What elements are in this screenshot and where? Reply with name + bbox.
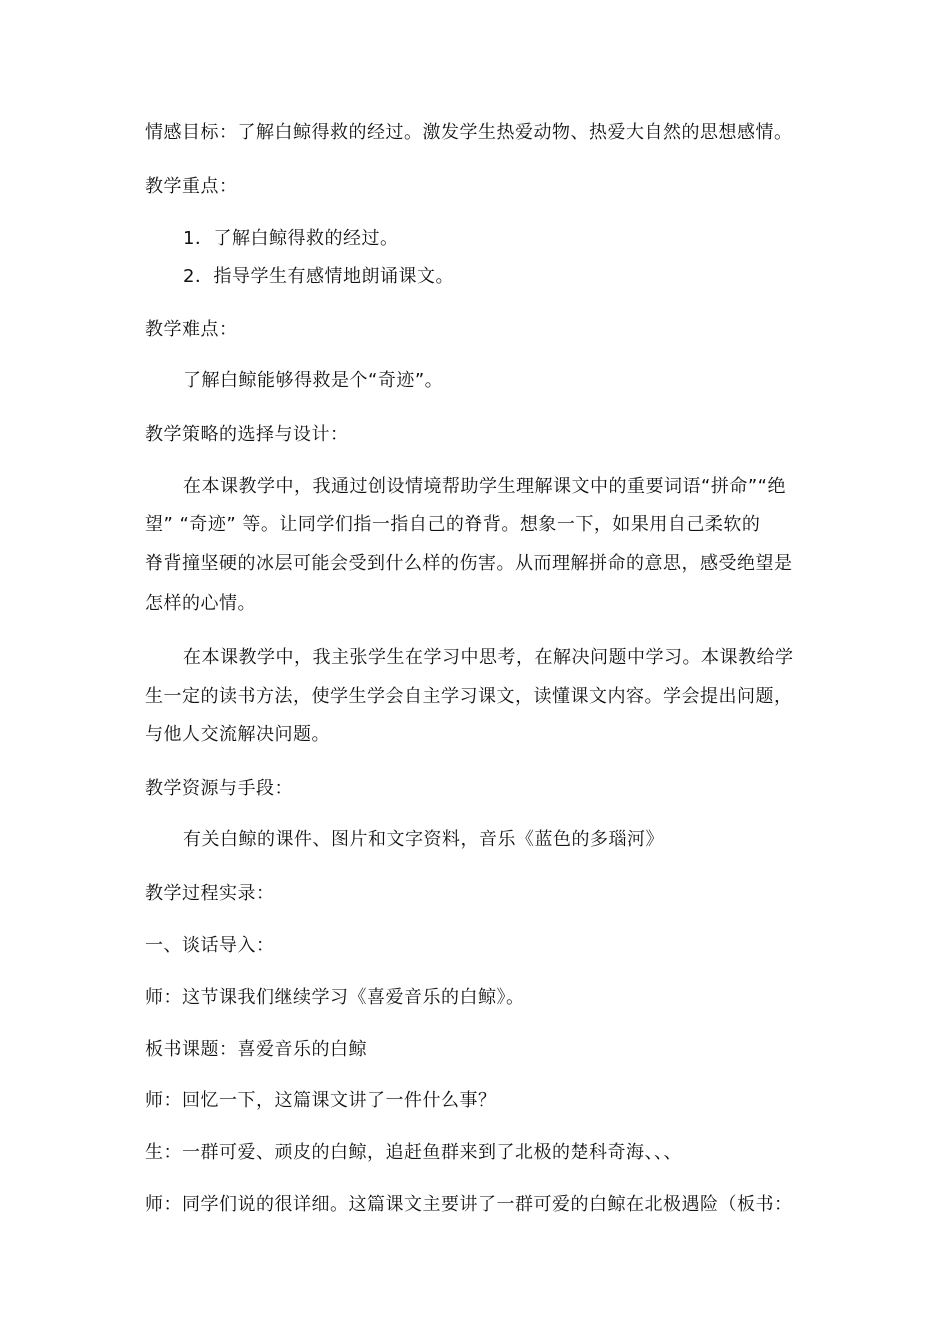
strategy-paragraph-line: 脊背撞坚硬的冰层可能会受到什么样的伤害。从而理解拼命的意思，感受绝望是	[145, 553, 793, 574]
key-point-item: 1．了解白鲸得救的经过。	[183, 228, 399, 249]
dialogue-line: 板书课题：喜爱音乐的白鲸	[145, 1039, 367, 1060]
dialogue-line: 师：这节课我们继续学习《喜爱音乐的白鲸》。	[145, 987, 525, 1008]
difficulty-text: 了解白鲸能够得救是个“奇迹”。	[183, 370, 444, 391]
dialogue-line: 生：一群可爱、顽皮的白鲸，追赶鱼群来到了北极的楚科奇海、、、	[145, 1142, 682, 1163]
process-heading: 教学过程实录：	[145, 883, 275, 904]
resources-text: 有关白鲸的课件、图片和文字资料，音乐《蓝色的多瑙河》	[183, 829, 664, 850]
strategy-paragraph-line: 望” “奇迹” 等。让同学们指一指自己的脊背。想象一下，如果用自己柔软的	[145, 514, 761, 535]
key-point-item: 2．指导学生有感情地朗诵课文。	[183, 266, 454, 287]
strategy-paragraph-line: 在本课教学中，我主张学生在学习中思考，在解决问题中学习。本课教给学	[183, 647, 794, 668]
key-points-heading: 教学重点：	[145, 176, 238, 197]
resources-heading: 教学资源与手段：	[145, 778, 293, 799]
strategy-paragraph-line: 生一定的读书方法，使学生学会自主学习课文，读懂课文内容。学会提出问题，	[145, 686, 793, 707]
strategy-paragraph-line: 怎样的心情。	[145, 593, 256, 614]
strategy-paragraph-line: 与他人交流解决问题。	[145, 724, 330, 745]
emotion-goal-text: 情感目标：了解白鲸得救的经过。激发学生热爱动物、热爱大自然的思想感情。	[145, 122, 793, 143]
dialogue-line: 师：同学们说的很详细。这篇课文主要讲了一群可爱的白鲸在北极遇险（板书：	[145, 1194, 793, 1215]
strategy-heading: 教学策略的选择与设计：	[145, 424, 349, 445]
strategy-paragraph-line: 在本课教学中，我通过创设情境帮助学生理解课文中的重要词语“拼命”“绝	[183, 476, 786, 497]
section-heading: 一、谈话导入：	[145, 935, 275, 956]
dialogue-line: 师：回忆一下，这篇课文讲了一件什么事？	[145, 1090, 497, 1111]
difficulty-heading: 教学难点：	[145, 319, 238, 340]
